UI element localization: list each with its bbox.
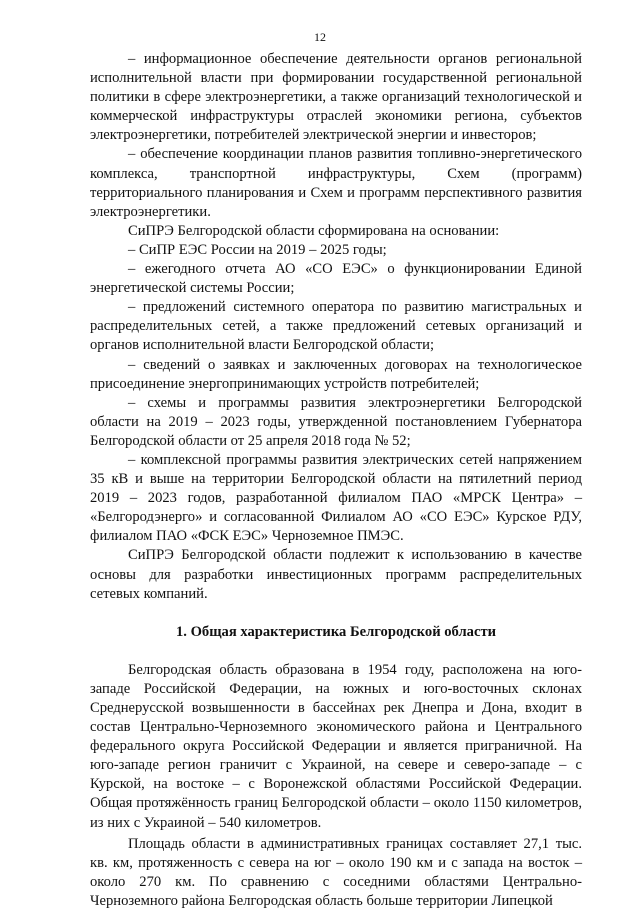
list-item-annual-report: – ежегодного отчета АО «СО ЕЭС» о функционировании Единой энергетической системы России; [90,261,582,297]
paragraph-info-support: – информационное обеспечение деятельности органов региональной исполнительной власти при формировании государственной региональной политики в сфере электроэнергетики, а также организаций технологической и коммерческой инфраструктуры отраслей экономики региона, субъектов электроэнергетики, потребителей электрической энергии и инвесторов; [90,51,582,144]
list-item-sipr-ees: – СиПР ЕЭС России на 2019 – 2025 годы; [128,241,387,258]
section-heading: 1. Общая характеристика Белгородской области [175,623,497,640]
paragraph-region-area: Площадь области в административных границах составляет 27,1 тыс. кв. км, протяженность с севера на юг – около 190 км и с запада на восток – около 270 км. По сравнению с соседними областями Центрально-Черноземного района Белгородская область больше территории Липецкой [90,835,582,909]
list-item-regional-program: – схемы и программы развития электроэнергетики Белгородской области на 2019 – 2023 годы, утвержденной постановлением Губернатора Белгородской области от 25 апреля 2018 года № 52; [90,394,582,449]
paragraph-coordination: – обеспечение координации планов развития топливно-энергетического комплекса, транспортной инфраструктуры, Схем (программ) территориального планирования и Схем и программ перспективного развития электроэнергетики. [90,146,582,220]
list-item-connection-requests: – сведений о заявках и заключенных договорах на технологическое присоединение энергопринимающих устройств потребителей; [90,356,582,392]
paragraph-basis-intro: СиПРЭ Белгородской области сформирована на основании: [128,222,500,239]
document-body [90,50,582,911]
paragraph-usage: СиПРЭ Белгородской области подлежит к использованию в качестве основы для разработки инвестиционных программ распределительных сетевых компаний. [90,547,582,602]
list-item-operator-proposals: – предложений системного оператора по развитию магистральных и распределительных сетей, а также предложений сетевых организаций и органов исполнительной власти Белгородской области; [90,299,582,354]
paragraph-region-overview: Белгородская область образована в 1954 году, расположена на юго-западе Российской Федерации, на южных и юго-восточных склонах Среднерусской возвышенности в бассейнах рек Днепра и Дона, входит в состав Центрально-Черноземного экономического района и Центрального федерального округа Российской Федерации и является приграничной. На юго-западе регион граничит с Украиной, на севере и северо-западе – с Курской, на востоке – с Воронежской областями Российской Федерации. Общая протяжённость границ Белгородской области – около 1150 километров, из них с Украиной – 540 километров. [90,661,582,831]
page-number: 12 [314,30,326,44]
list-item-grid-program: – комплексной программы развития электрических сетей напряжением 35 кВ и выше на территории Белгородской области на пятилетний период 2019 – 2023 годов, разработанной филиалом ПАО «МРСК Центра» – «Белгородэнерго» и согласованной Филиалом АО «СО ЕЭС» Курское РДУ, филиалом ПАО «ФСК ЕЭС» Черноземное ПМЭС. [90,451,582,545]
